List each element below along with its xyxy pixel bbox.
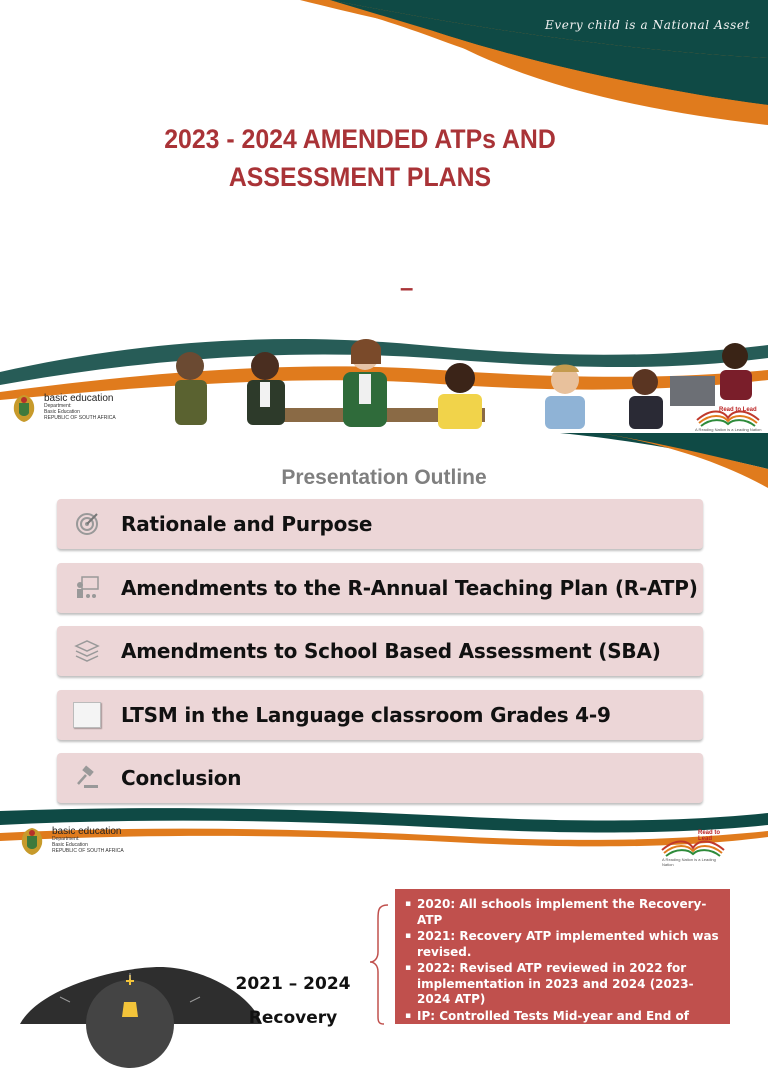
read-to-lead-logo [693, 398, 763, 432]
logo-country: REPUBLIC OF SOUTH AFRICA [44, 415, 116, 421]
read-to-lead-subtitle: A Reading Nation is a Leading Nation [695, 427, 762, 432]
recovery-period [228, 967, 358, 1035]
logo-dept-1: Department: [52, 836, 80, 842]
outline-item-label: LTSM in the Language classroom Grades 4-9 [121, 702, 611, 727]
timeline-bullets [395, 889, 730, 1070]
child-2 [247, 352, 285, 425]
read-to-lead-title: Read to Lead [719, 407, 757, 413]
logo-name: basic education [52, 826, 122, 837]
child-1 [175, 352, 207, 425]
outline-item-sba [57, 626, 703, 676]
bullet-2020: ▪ 2020: All schools implement the Recovery- ATP [405, 897, 722, 928]
outline-item-label: Amendments to the R-Annual Teaching Plan (R-ATP) [121, 575, 698, 600]
department-logo [18, 826, 124, 856]
tagline: Every child is a National Asset [545, 18, 750, 32]
read-to-lead-title: Read to Lead [698, 830, 721, 842]
title-slide [0, 0, 768, 433]
bullet-2021: ▪ 2021: Recovery ATP implemented which was revised. [405, 929, 722, 960]
outline-slide [0, 433, 768, 867]
teacher [343, 339, 387, 427]
logo-dept-2: Basic Education [52, 842, 88, 848]
child-4 [545, 365, 585, 430]
title-line-1: 2023 - 2024 AMENDED ATPs AND [164, 124, 556, 154]
teacher-board-icon [73, 574, 101, 602]
bullet-sp: ▪ SP: Controlled Tests replaced by Exams Mid-year and End of Year [405, 1041, 722, 1072]
outline-list [57, 499, 703, 817]
coat-of-arms-icon [18, 826, 46, 856]
department-logo [10, 393, 116, 423]
logo-country: REPUBLIC OF SOUTH AFRICA [52, 848, 124, 854]
outline-item-rationale [57, 499, 703, 549]
logo-dept-2: Basic Education [44, 409, 80, 415]
child-5 [629, 369, 663, 429]
period-label: Recovery [248, 1008, 338, 1028]
children-illustration [155, 338, 768, 433]
child-6 [720, 343, 752, 400]
bullet-2022: ▪ 2022: Revised ATP reviewed in 2022 for implementation in 2023 and 2024 (2023-2024 ATP) [405, 961, 722, 1008]
outline-title: Presentation Outline [281, 466, 487, 489]
outline-item-label: Conclusion [121, 766, 242, 790]
logo-dept-1: Department: [44, 403, 72, 409]
presentation-title [29, 120, 691, 196]
recovery-slide [0, 867, 768, 1070]
stacked-layers-icon [73, 637, 101, 665]
blank-square-icon [73, 701, 101, 729]
bullet-ip: ▪ IP: Controlled Tests Mid-year and End of Year [405, 1009, 722, 1040]
coat-of-arms-icon [10, 393, 38, 423]
title-dash: – [400, 275, 414, 302]
outline-item-conclusion [57, 753, 703, 803]
target-icon [73, 510, 101, 538]
child-3 [438, 363, 482, 429]
read-to-lead-logo [658, 828, 728, 867]
outline-item-label: Rationale and Purpose [121, 512, 373, 536]
outline-item-label: Amendments to School Based Assessment (SBA) [121, 639, 661, 663]
outline-item-ltsm [57, 690, 703, 740]
outline-item-r-atp [57, 563, 703, 613]
read-to-lead-subtitle: A Reading Nation is a Leading Nation [662, 857, 716, 867]
logo-name: basic education [44, 393, 114, 404]
title-line-2: ASSESSMENT PLANS [228, 162, 492, 192]
gavel-icon [73, 764, 101, 792]
period-years: 2021 – 2024 [235, 974, 351, 994]
